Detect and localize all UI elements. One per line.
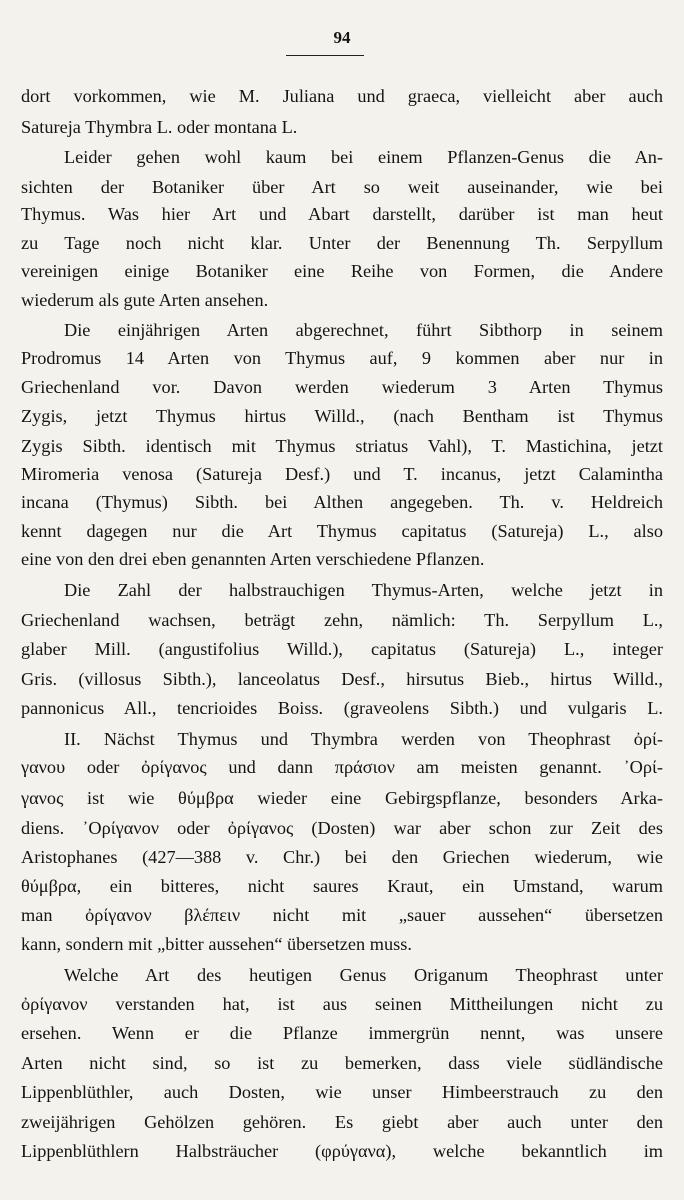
text-line: zu Tage noch nicht klar. Unter der Benennung Th. Serpyllum [21,233,663,253]
text-line: Leider gehen wohl kaum bei einem Pflanzen-Genus die An- [64,147,663,167]
text-line: Lippenblüthlern Halbsträucher (φρύγανα), welche bekanntlich im [21,1141,663,1161]
text-line: kennt dagegen nur die Art Thymus capitatus (Satureja) L., also [21,521,663,541]
text-line: Gris. (villosus Sibth.), lanceolatus Desf., hirsutus Bieb., hirtus Willd., [21,669,663,689]
text-line: Lippenblüthler, auch Dosten, wie unser Himbeerstrauch zu den [21,1082,663,1102]
text-line: incana (Thymus) Sibth. bei Althen angegeben. Th. v. Heldreich [21,492,663,512]
text-line: Zygis Sibth. identisch mit Thymus striatus Vahl), T. Mastichina, jetzt [21,436,663,456]
text-line: Welche Art des heutigen Genus Origanum Theophrast unter [64,965,663,985]
text-line: Arten nicht sind, so ist zu bemerken, dass viele südländische [21,1053,663,1073]
text-line: Aristophanes (427—388 v. Chr.) bei den Griechen wiederum, wie [21,847,663,867]
text-line: ὀρίγανον verstanden hat, ist aus seinen Mittheilungen nicht zu [21,994,663,1014]
text-line: Prodromus 14 Arten von Thymus auf, 9 kommen aber nur in [21,348,663,368]
text-line: wiederum als gute Arten ansehen. [21,290,269,310]
text-line: pannonicus All., tencrioides Boiss. (graveolens Sibth.) und vulgaris L. [21,698,663,718]
text-line: eine von den drei eben genannten Arten verschiedene Pflanzen. [21,549,485,569]
text-line: glaber Mill. (angustifolius Willd.), capitatus (Satureja) L., integer [21,639,663,659]
text-line: ersehen. Wenn er die Pflanze immergrün nennt, was unsere [21,1023,663,1043]
text-line: diens. ᾿Ορίγανον oder ὀρίγανος (Dosten) war aber schon zur Zeit des [21,818,663,838]
text-line: sichten der Botaniker über Art so weit auseinander, wie bei [21,177,663,197]
text-line: Miromeria venosa (Satureja Desf.) und T. incanus, jetzt Calamintha [21,464,663,484]
text-line: θύμβρα, ein bitteres, nicht saures Kraut, ein Umstand, warum [21,876,663,896]
text-line: γανου oder ὀρίγανος und dann πράσιον am meisten genannt. ᾿Ορί- [21,757,663,777]
text-line: vereinigen einige Botaniker eine Reihe von Formen, die Andere [21,261,663,281]
page-number: 94 [333,28,351,47]
text-line: dort vorkommen, wie M. Juliana und graeca, vielleicht aber auch [21,86,663,106]
header-rule [286,55,364,56]
text-line: kann, sondern mit „bitter aussehen“ übersetzen muss. [21,934,412,954]
text-line: Zygis, jetzt Thymus hirtus Willd., (nach Bentham ist Thymus [21,406,663,426]
text-line: Satureja Thymbra L. oder montana L. [21,117,298,137]
text-line: Thymus. Was hier Art und Abart darstellt, darüber ist man heut [21,204,663,224]
text-line: γανος ist wie θύμβρα wieder eine Gebirgspflanze, besonders Arka- [21,788,663,808]
text-line: Griechenland vor. Davon werden wiederum 3 Arten Thymus [21,377,663,397]
text-line: Die Zahl der halbstrauchigen Thymus-Arten, welche jetzt in [64,580,663,600]
text-line: man ὀρίγανον βλέπειν nicht mit „sauer aussehen“ übersetzen [21,905,663,925]
text-line: II. Nächst Thymus und Thymbra werden von Theophrast ὀρί- [64,729,663,749]
text-line: Griechenland wachsen, beträgt zehn, nämlich: Th. Serpyllum L., [21,610,663,630]
text-line: zweijährigen Gehölzen gehören. Es giebt aber auch unter den [21,1112,663,1132]
text-line: Die einjährigen Arten abgerechnet, führt Sibthorp in seinem [64,320,663,340]
